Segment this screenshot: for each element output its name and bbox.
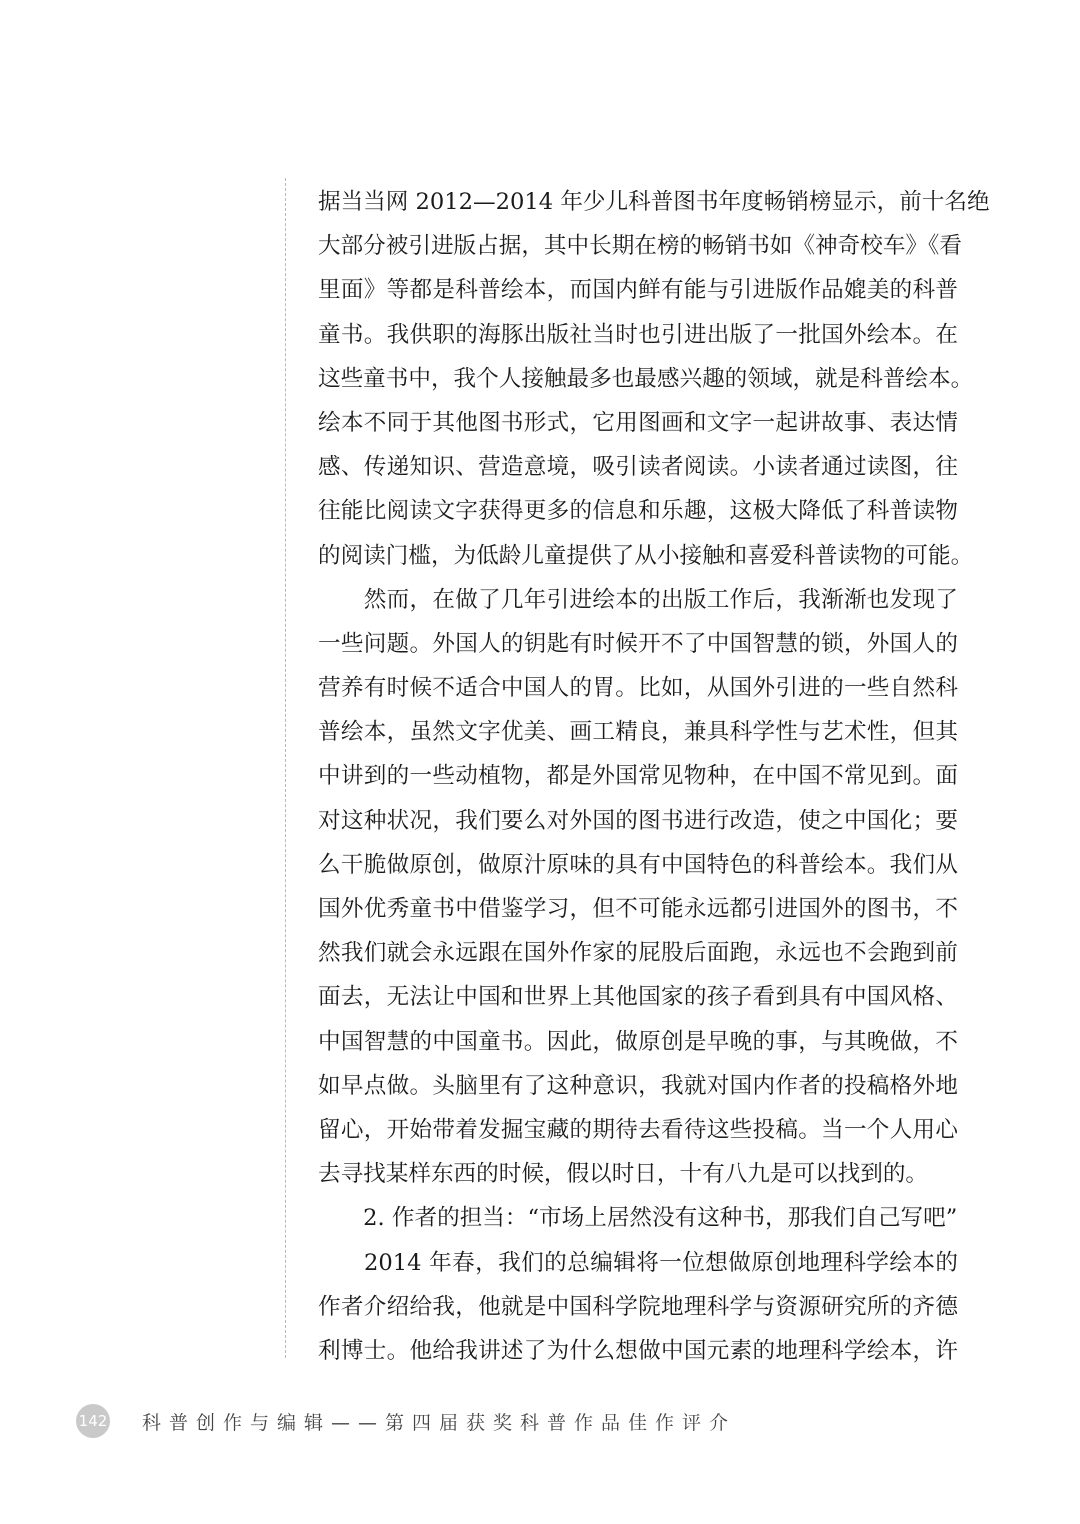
text-line: 然而，在做了几年引进绘本的出版工作后，我渐渐也发现了 xyxy=(318,586,958,613)
text-line: 童书。我供职的海豚出版社当时也引进出版了一批国外绘本。在 xyxy=(318,321,958,348)
text-line: 去寻找某样东西的时候，假以时日，十有八九是可以找到的。 xyxy=(318,1161,929,1188)
margin-rule xyxy=(285,178,286,1358)
text-line: 往能比阅读文字获得更多的信息和乐趣，这极大降低了科普读物 xyxy=(318,498,958,525)
section-heading: 2. 作者的担当：“市场上居然没有这种书，那我们自己写吧” xyxy=(318,1205,958,1232)
body-text xyxy=(318,180,990,1373)
text-line: 营养有时候不适合中国人的胃。比如，从国外引进的一些自然科 xyxy=(318,675,958,702)
text-line: 国外优秀童书中借鉴学习，但不可能永远都引进国外的图书，不 xyxy=(318,896,958,922)
text-line: 留心，开始带着发掘宝藏的期待去看待这些投稿。当一个人用心 xyxy=(318,1116,958,1143)
text-line: 感、传递知识、营造意境，吸引读者阅读。小读者通过读图，往 xyxy=(318,454,958,481)
text-line: 2014 年春，我们的总编辑将一位想做原创地理科学绘本的 xyxy=(318,1249,958,1276)
text-line: 普绘本，虽然文字优美、画工精良，兼具科学性与艺术性，但其 xyxy=(318,719,958,746)
text-line: 据当当网 2012—2014 年少儿科普图书年度畅销榜显示，前十名绝 xyxy=(318,189,990,215)
running-title: 科普创作与编辑——第四届获奖科普作品佳作评介 xyxy=(142,1412,737,1434)
text-line: 一些问题。外国人的钥匙有时候开不了中国智慧的锁，外国人的 xyxy=(318,630,958,657)
text-line: 绘本不同于其他图书形式，它用图画和文字一起讲故事、表达情 xyxy=(318,409,958,436)
text-line: 么干脆做原创，做原汁原味的具有中国特色的科普绘本。我们从 xyxy=(318,851,958,878)
text-line: 这些童书中，我个人接触最多也最感兴趣的领域，就是科普绘本。 xyxy=(318,365,974,392)
text-line: 中讲到的一些动植物，都是外国常见物种，在中国不常见到。面 xyxy=(318,763,958,790)
text-line: 的阅读门槛，为低龄儿童提供了从小接触和喜爱科普读物的可能。 xyxy=(318,542,974,569)
text-line: 然我们就会永远跟在国外作家的屁股后面跑，永远也不会跑到前 xyxy=(318,940,958,967)
text-line: 作者介绍给我，他就是中国科学院地理科学与资源研究所的齐德 xyxy=(318,1293,958,1320)
text-line: 大部分被引进版占据，其中长期在榜的畅销书如《神奇校车》《看 xyxy=(318,233,962,260)
text-line: 面去，无法让中国和世界上其他国家的孩子看到具有中国风格、 xyxy=(318,984,958,1011)
text-line: 利博士。他给我讲述了为什么想做中国元素的地理科学绘本，许 xyxy=(318,1337,958,1364)
text-line: 里面》等都是科普绘本，而国内鲜有能与引进版作品媲美的科普 xyxy=(318,277,958,304)
text-line: 如早点做。头脑里有了这种意识，我就对国内作者的投稿格外地 xyxy=(318,1072,958,1099)
text-line: 对这种状况，我们要么对外国的图书进行改造，使之中国化；要 xyxy=(318,807,958,834)
page-footer xyxy=(76,1402,976,1442)
text-line: 中国智慧的中国童书。因此，做原创是早晚的事，与其晚做，不 xyxy=(318,1028,958,1055)
page-number: 142 xyxy=(76,1404,110,1438)
